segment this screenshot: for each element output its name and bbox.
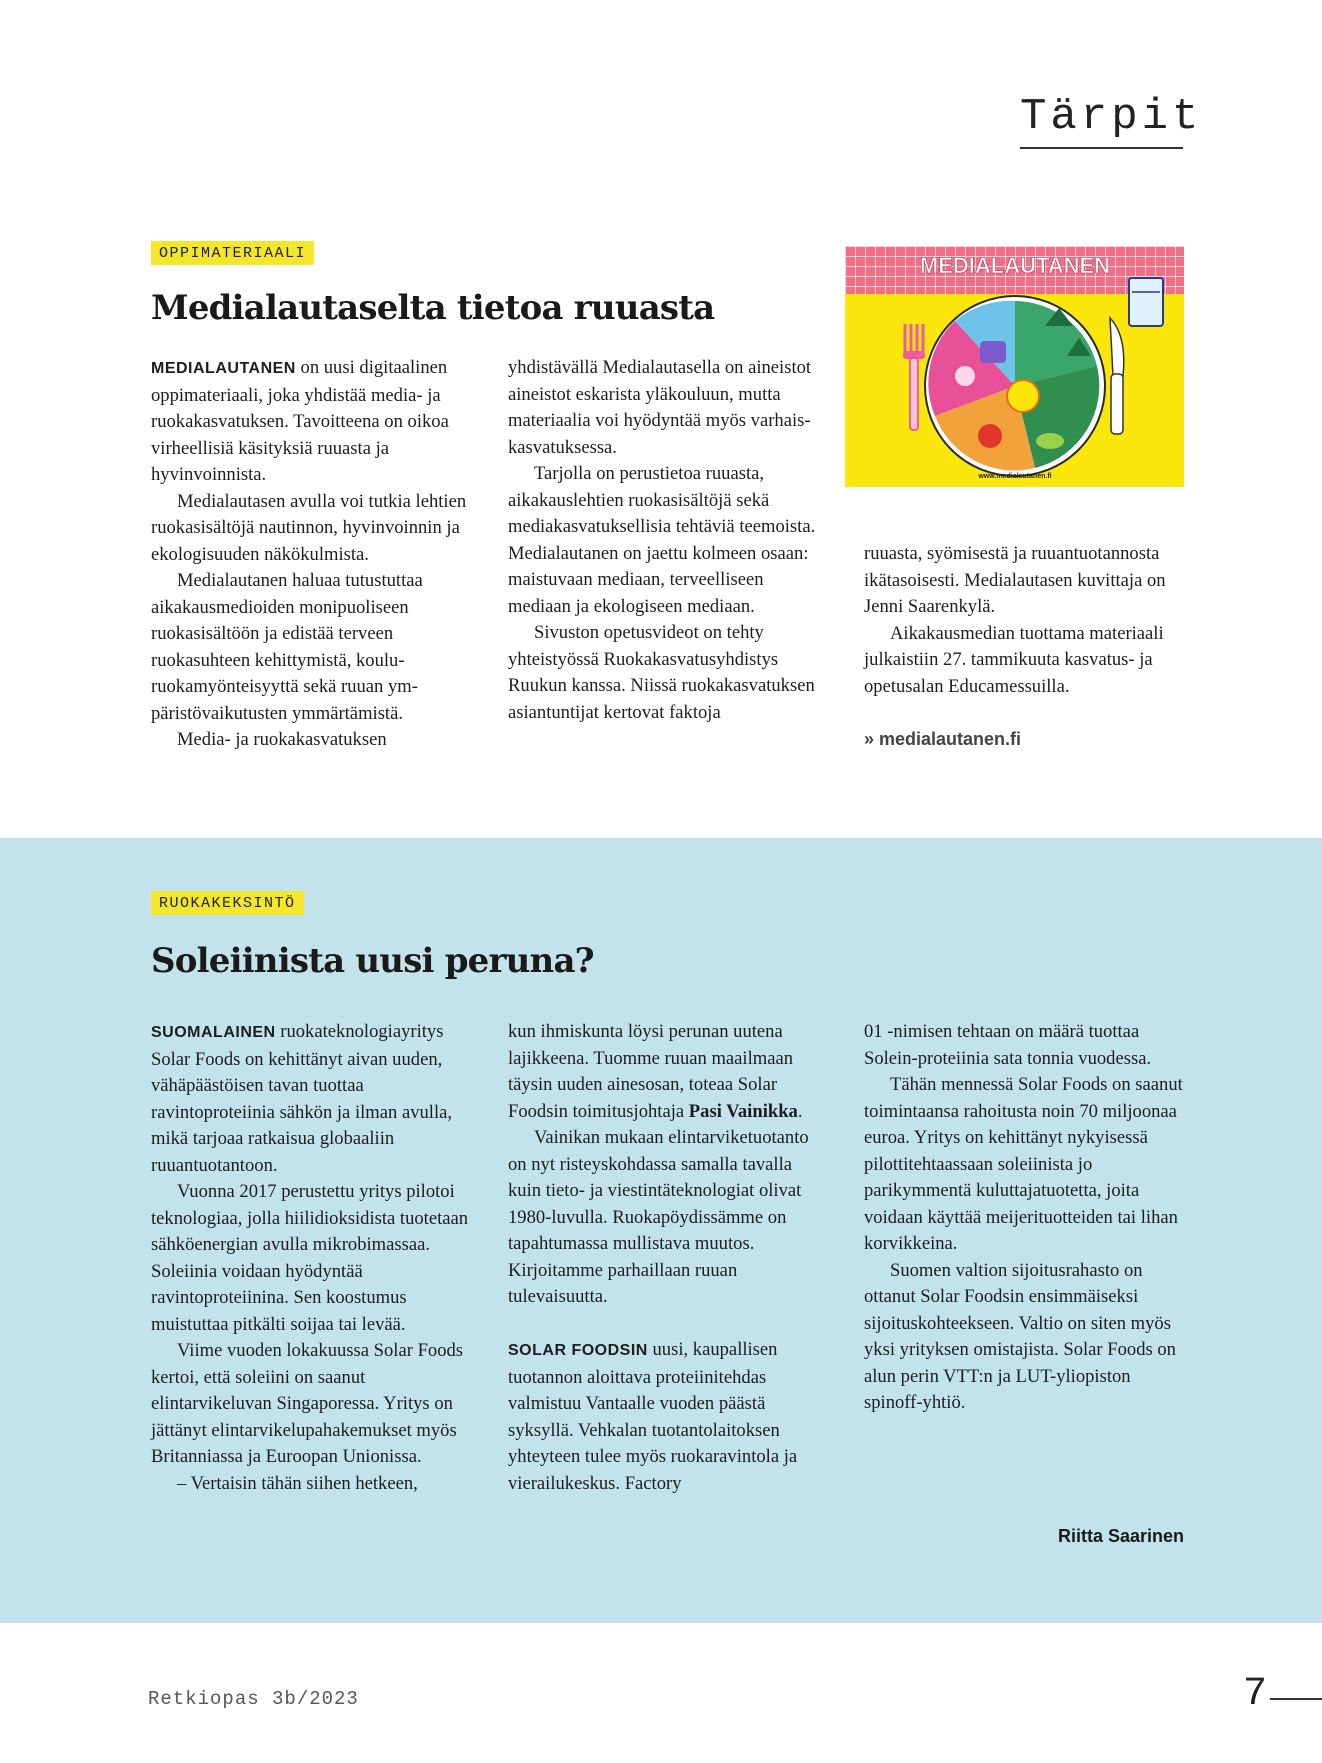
article2-category-tag: RUOKAKEKSINTÖ [151, 891, 304, 915]
section-title-underline [1020, 147, 1183, 149]
article2-paragraph: – Vertaisin tähän siihen hetkeen, [177, 1472, 418, 1494]
article1-paragraph: Aikakausmedian tuottama materiaali julkaistiin 27. tammikuuta kasvatus- ja opetusalan Educamessuilla. [864, 622, 1164, 697]
glass-icon [1129, 278, 1163, 326]
article2-paragraph: Suomen valtion sijoitusrahasto on ottanut Solar Foodsin ensimmäiseksi sijoituskohteekseen. Valtio on siten myös yksi yrityksen omistajista. Solar Foods on alun perin VTT:n ja LUT-yliopiston spinoff-yhtiö. [864, 1259, 1176, 1413]
medialautanen-illustration [845, 246, 1184, 487]
footer-publication: Retkiopas 3b/2023 [148, 1688, 359, 1710]
fork-icon [903, 324, 925, 430]
article1-paragraph: yhdistävällä Medialautasella on aineistot aineistot eskarista yläkouluun, mutta materiaalia voi hyödyntää myös varhaiskasvatuksessa. [508, 357, 812, 458]
plate-illustration-svg [845, 246, 1184, 487]
article2-paragraph: Tähän mennessä Solar Foods on saanut toimintaansa rahoitusta noin 70 miljoonaa euroa. Yritys on kehittänyt nykyisessä pilottitehtaassaan soleiinista jo parikymmentä kuluttajatuotetta, joita voidaan käyttää meijerituotteiden tai lihan korvikkeina. [864, 1074, 1183, 1254]
article1-paragraph: Tarjolla on perustietoa ruuasta, aikakauslehtien ruokasisältöjä sekä mediakasvatuksellisia tehtäviä teemoista. Medialautanen on jaettu kolmeen osaan: maistuvaan mediaan, terveelliseen mediaan ja ekologiseen mediaan. [508, 463, 816, 617]
article1-paragraph: Sivuston opetusvideot on tehty yhteistyössä Ruokakasvatusyhdistys Ruukun kanssa. Niissä ruokakasvatuksen asiantuntijat kertovat faktoja [508, 622, 815, 723]
article2-column-2 [508, 1019, 828, 1497]
article2-paragraph: 01 -nimisen tehtaan on määrä tuottaa Solein-proteiinia sata tonnia vuodessa. [864, 1021, 1152, 1069]
page-number-rule [1270, 1698, 1322, 1700]
section-title: Tärpit [1020, 92, 1203, 142]
article2-column-1 [151, 1019, 471, 1497]
article2-headline: Soleiinista uusi peruna? [151, 941, 594, 981]
article2-paragraph: SOLAR FOODSIN uusi, kaupallisen tuotannon aloittava proteiinitehdas valmistuu Vantaalle vuoden päästä syksyllä. Vehkalan tuotantolaitoksen yhteyteen tulee myös ruokaravintola ja vierailukeskus. Factory [508, 1339, 798, 1494]
article1-paragraph: Medialautanen haluaa tutustuttaa aikakausmedioiden monipuoliseen ruokasisältöön ja edistää terveen ruokasuhteen kehittymistä, kouluruokamyönteisyyttä sekä ruuan ympäristövaikutusten ymmärtämistä. [151, 570, 423, 724]
plate-icon [925, 296, 1105, 476]
article2-column-3 [864, 1019, 1184, 1417]
article2-paragraph: kun ihmiskunta löysi perunan uutena lajikkeena. Tuomme ruuan maailmaan täysin uuden ainesosan, toteaa Solar Foodsin toimitusjohtaja Pasi Vainikka. [508, 1021, 803, 1122]
article2-paragraph: Vainikan mukaan elintarviketuotanto on nyt risteyskohdassa samalla tavalla kuin tieto- ja viestintäteknologiat olivat 1980-luvulla. Ruokapöydissämme on tapahtumassa mullistava muutos. Kirjoitamme parhaillaan ruuan tulevaisuutta. [508, 1127, 809, 1307]
article1-paragraph: MEDIALAUTANEN on uusi digitaalinen oppimateriaali, joka yhdistää media- ja ruokakasvatuksen. Tavoitteena on oikoa virheellisiä käsityksiä ruuasta ja hyvinvoinnista. [151, 357, 449, 485]
person-name: Pasi Vainikka [688, 1100, 798, 1122]
article2-lead-word: SUOMALAINEN [151, 1024, 276, 1041]
article2-lead-word-2: SOLAR FOODSIN [508, 1342, 648, 1359]
article2-byline: Riitta Saarinen [1057, 1526, 1184, 1546]
article1-column-2 [508, 355, 828, 726]
article1-website-link[interactable]: » medialautanen.fi [864, 729, 1022, 749]
article2-paragraph: SUOMALAINEN ruokateknologiayritys Solar Foods on kehittänyt aivan uuden, vähäpäästöisen tavan tuottaa ravintoproteiinia sähkön ja ilman avulla, mikä tarjoaa ratkaisua globaaliin ruuantuotantoon. [151, 1021, 453, 1176]
article1-headline: Medialautaselta tietoa ruuasta [151, 288, 715, 328]
article1-lead-word: MEDIALAUTANEN [151, 360, 296, 377]
page-number: 7 [1243, 1672, 1268, 1717]
article2-paragraph: Vuonna 2017 perustettu yritys pilotoi teknologiaa, jolla hiilidioksidista tuotetaan sähköenergian avulla mikrobimassaa. Soleiinia voidaan hyödyntää ravintoproteiinina. Sen koostumus muistuttaa pitkälti soijaa tai levää. [151, 1181, 469, 1335]
article2-paragraph: Viime vuoden lokakuussa Solar Foods kertoi, että soleiini on saanut elintarvikeluvan Singaporessa. Yritys on jättänyt elintarvikelupahakemukset myös Britanniassa ja Euroopan Unionissa. [151, 1340, 464, 1467]
knife-icon [1110, 318, 1124, 434]
article1-column-1 [151, 355, 471, 754]
article1-column-3 [864, 541, 1184, 753]
article1-paragraph: Media- ja ruokakasvatuksen [177, 729, 387, 750]
article1-paragraph: ruuasta, syömisestä ja ruuantuotannosta ikätasoisesti. Medialautasen kuvittaja on Jenni Saarenkylä. [864, 543, 1166, 617]
illustration-url: www.medialautanen.fi [978, 473, 1052, 480]
article1-category-tag: OPPIMATERIAALI [151, 241, 314, 265]
illustration-title: MEDIALAUTANEN [919, 253, 1111, 278]
article1-paragraph: Medialautasen avulla voi tutkia lehtien ruokasisältöjä nautinnon, hyvinvoinnin ja ekologisuuden näkökulmista. [151, 490, 467, 565]
